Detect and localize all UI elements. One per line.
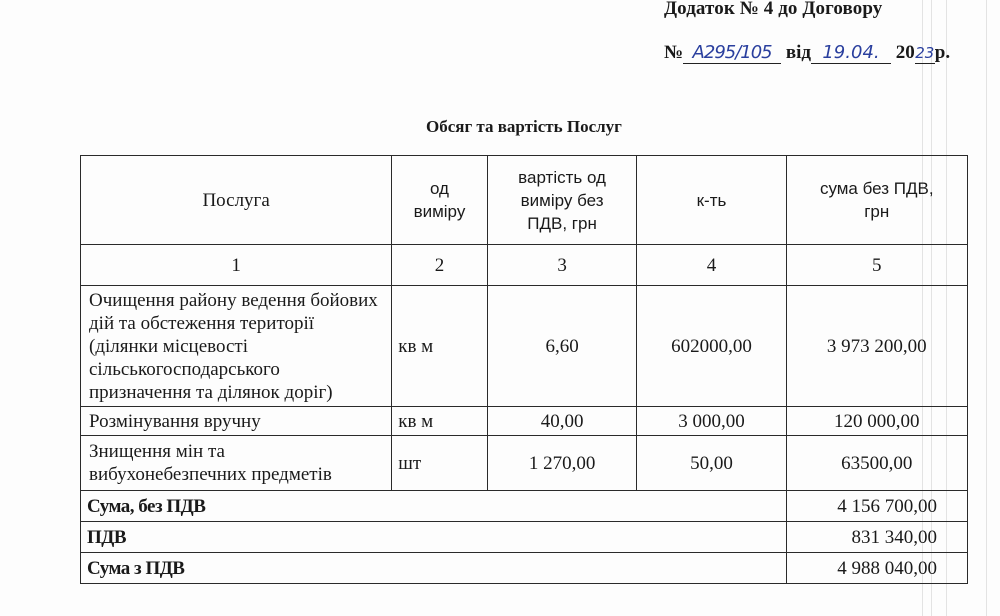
header-line: виміру без [520,190,604,210]
unit-price: 40,00 [487,407,637,436]
unit: шт [392,436,487,491]
column-number-row [81,245,968,286]
year-prefix: 20 [895,42,915,63]
contract-date: 19.04. [811,43,891,64]
contract-year: 23 [915,44,935,62]
contract-reference [664,42,950,64]
summary-label: Сума, без ПДВ [81,491,787,522]
appendix-title: Додаток № 4 до Договору [664,0,883,19]
column-header-quantity: к-ть [637,156,786,245]
contract-number-prefix: № [664,42,684,63]
quantity: 50,00 [637,436,786,491]
quantity: 602000,00 [637,286,786,407]
service-name: Розмінування вручну [81,407,392,436]
column-header-service: Послуга [81,156,392,245]
services-table [80,155,968,584]
header-line: ПДВ, грн [527,213,597,233]
header-line: грн [864,202,890,221]
header-line: вартість од [518,167,606,187]
document-title: Обсяг та вартість Послуг [426,117,622,136]
total: 120 000,00 [786,407,967,436]
summary-label: ПДВ [81,522,787,553]
date-label: від [785,42,811,63]
table-header-row [81,156,968,245]
contract-number: A295/105 [683,43,781,64]
summary-row-vat [81,522,968,553]
scan-artifact-line [986,0,987,616]
unit: кв м [392,407,487,436]
summary-value: 4 156 700,00 [786,491,967,522]
column-number: 3 [487,245,637,286]
summary-value: 4 988 040,00 [786,553,967,584]
header-line: сума без ПДВ, [819,179,934,198]
total: 63500,00 [786,436,967,491]
table-row [81,286,968,407]
header-line: од [429,179,449,198]
column-header-total [786,156,967,245]
year-suffix: р. [934,42,951,63]
service-name: Знищення мін та вибухонебезпечних предметів [81,436,392,491]
summary-row-subtotal [81,491,968,522]
unit: кв м [392,286,487,407]
summary-label: Сума з ПДВ [81,553,787,584]
total: 3 973 200,00 [786,286,967,407]
column-number: 5 [786,245,967,286]
summary-row-total [81,553,968,584]
column-number: 4 [637,245,786,286]
quantity: 3 000,00 [637,407,786,436]
summary-value: 831 340,00 [786,522,967,553]
table-row [81,436,968,491]
column-header-unit-price [487,156,637,245]
column-number: 1 [81,245,392,286]
table-row [81,407,968,436]
header-line: виміру [413,202,466,221]
column-header-unit [392,156,487,245]
unit-price: 6,60 [487,286,637,407]
service-name: Очищення району ведення бойових дій та обстеження території (ділянки місцевості сільськогосподарського призначення та ділянок доріг) [81,286,392,407]
unit-price: 1 270,00 [487,436,637,491]
column-number: 2 [392,245,487,286]
